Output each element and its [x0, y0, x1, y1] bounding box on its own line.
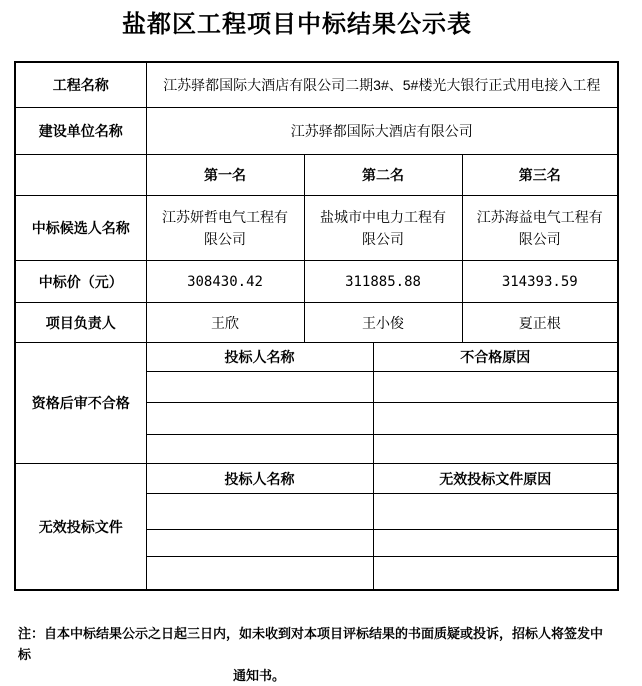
bid-price-label: 中标价（元）: [15, 261, 146, 303]
project-name-row: [15, 62, 618, 108]
bid-price-row: [15, 261, 618, 303]
unqualified-section-label: 资格后审不合格: [15, 343, 146, 464]
invalid-docs-reason-empty-cell: [373, 530, 618, 557]
footer-note-line2: 通知书。: [232, 668, 285, 683]
unqualified-reason-empty-cell: [373, 403, 618, 435]
invalid-docs-bidder-header: 投标人名称: [146, 464, 373, 494]
project-manager-3: 夏正根: [462, 303, 618, 343]
construction-unit-row: [15, 108, 618, 155]
page-title: 盐都区工程项目中标结果公示表: [122, 11, 472, 38]
candidate-3-name: 江苏海益电气工程有限公司: [462, 196, 618, 261]
unqualified-bidder-empty-cell: [146, 372, 373, 403]
project-manager-row: [15, 303, 618, 343]
project-manager-1: 王欣: [146, 303, 304, 343]
invalid-docs-header-row: [15, 464, 618, 494]
project-manager-2: 王小俊: [304, 303, 462, 343]
unqualified-bidder-header: 投标人名称: [146, 343, 373, 372]
invalid-docs-reason-empty-cell: [373, 494, 618, 530]
project-manager-label: 项目负责人: [15, 303, 146, 343]
invalid-docs-bidder-empty-cell: [146, 557, 373, 591]
candidate-2-name: 盐城市中电力工程有限公司: [304, 196, 462, 261]
empty-label-cell: [15, 155, 146, 196]
construction-unit-value: 江苏驿都国际大酒店有限公司: [146, 108, 618, 155]
bid-price-1: 308430.42: [146, 261, 304, 303]
unqualified-reason-empty-cell: [373, 435, 618, 464]
rank-header-row: [15, 155, 618, 196]
unqualified-bidder-empty-cell: [146, 435, 373, 464]
candidates-label: 中标候选人名称: [15, 196, 146, 261]
construction-unit-label: 建设单位名称: [15, 108, 146, 155]
project-name-value: 江苏驿都国际大酒店有限公司二期3#、5#楼光大银行正式用电接入工程: [146, 62, 618, 108]
invalid-docs-reason-empty-cell: [373, 557, 618, 591]
rank-3-header: 第三名: [462, 155, 618, 196]
rank-1-header: 第一名: [146, 155, 304, 196]
invalid-docs-section-label: 无效投标文件: [15, 464, 146, 591]
unqualified-reason-empty-cell: [373, 372, 618, 403]
footer-note: [18, 623, 610, 686]
project-name-label: 工程名称: [15, 62, 146, 108]
bid-result-table: [14, 61, 619, 591]
bid-price-2: 311885.88: [304, 261, 462, 303]
invalid-docs-reason-header: 无效投标文件原因: [373, 464, 618, 494]
bid-price-3: 314393.59: [462, 261, 618, 303]
candidates-row: [15, 196, 618, 261]
rank-2-header: 第二名: [304, 155, 462, 196]
candidate-1-name: 江苏妍哲电气工程有限公司: [146, 196, 304, 261]
invalid-docs-bidder-empty-cell: [146, 530, 373, 557]
unqualified-header-row: [15, 343, 618, 372]
unqualified-reason-header: 不合格原因: [373, 343, 618, 372]
invalid-docs-bidder-empty-cell: [146, 494, 373, 530]
unqualified-bidder-empty-cell: [146, 403, 373, 435]
footer-note-line1: 注：自本中标结果公示之日起三日内，如未收到对本项目评标结果的书面质疑或投诉，招标人将签发中标: [18, 626, 604, 662]
